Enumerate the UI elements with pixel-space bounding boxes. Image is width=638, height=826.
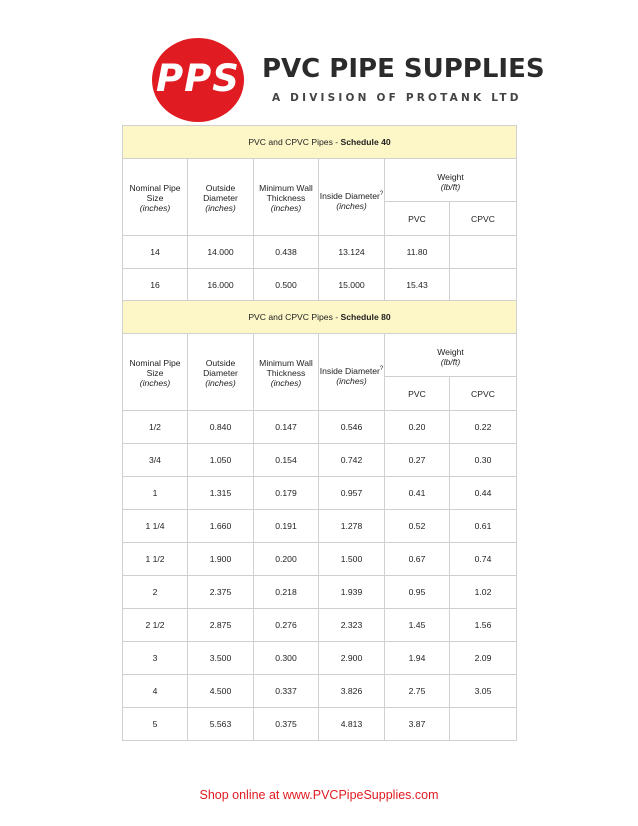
cell-wall-thickness: 0.179 [254, 477, 319, 510]
col-weight-cpvc: CPVC [450, 202, 517, 236]
cell-nominal-size: 16 [123, 269, 188, 302]
brand-subtitle-text: A DIVISION OF PROTANK LTD [272, 92, 522, 104]
col-inside-diameter: Inside Diameter? (inches) [319, 159, 385, 236]
logo-text: PPS [156, 57, 240, 100]
table-row [123, 477, 517, 510]
cell-wall-thickness: 0.500 [254, 269, 319, 302]
cell-weight-pvc: 0.20 [385, 411, 450, 444]
schedule-40-title: PVC and CPVC Pipes - Schedule 40 [123, 126, 517, 159]
col-nominal-size: Nominal Pipe Size (inches) [123, 159, 188, 236]
cell-nominal-size: 1 1/4 [123, 510, 188, 543]
cell-inside-diameter: 3.826 [319, 675, 385, 708]
cell-wall-thickness: 0.218 [254, 576, 319, 609]
cell-weight-cpvc: 0.74 [450, 543, 517, 576]
cell-weight-pvc: 0.27 [385, 444, 450, 477]
cell-nominal-size: 2 1/2 [123, 609, 188, 642]
cell-nominal-size: 14 [123, 236, 188, 269]
cell-wall-thickness: 0.276 [254, 609, 319, 642]
col-nominal-size: Nominal Pipe Size (inches) [123, 334, 188, 411]
cell-nominal-size: 1 [123, 477, 188, 510]
cell-outside-diameter: 4.500 [188, 675, 254, 708]
col-outside-diameter: Outside Diameter (inches) [188, 159, 254, 236]
cell-weight-cpvc: 3.05 [450, 675, 517, 708]
cell-outside-diameter: 14.000 [188, 236, 254, 269]
cell-outside-diameter: 16.000 [188, 269, 254, 302]
cell-nominal-size: 1 1/2 [123, 543, 188, 576]
col-weight-pvc: PVC [385, 202, 450, 236]
cell-weight-cpvc: 0.30 [450, 444, 517, 477]
cell-wall-thickness: 0.200 [254, 543, 319, 576]
page-header [0, 0, 638, 126]
cell-weight-pvc: 15.43 [385, 269, 450, 302]
cell-weight-pvc: 1.94 [385, 642, 450, 675]
cell-wall-thickness: 0.337 [254, 675, 319, 708]
col-weight: Weight (lb/ft) [385, 334, 517, 377]
table-row [123, 269, 517, 302]
cell-inside-diameter: 1.939 [319, 576, 385, 609]
cell-weight-cpvc: 2.09 [450, 642, 517, 675]
cell-outside-diameter: 1.050 [188, 444, 254, 477]
cell-weight-pvc: 0.95 [385, 576, 450, 609]
cell-outside-diameter: 0.840 [188, 411, 254, 444]
cell-weight-pvc: 2.75 [385, 675, 450, 708]
col-weight-cpvc: CPVC [450, 377, 517, 411]
table-row [123, 510, 517, 543]
cell-inside-diameter: 0.742 [319, 444, 385, 477]
cell-weight-cpvc [450, 269, 517, 302]
cell-outside-diameter: 1.315 [188, 477, 254, 510]
cell-outside-diameter: 1.660 [188, 510, 254, 543]
col-weight: Weight (lb/ft) [385, 159, 517, 202]
cell-weight-cpvc: 1.02 [450, 576, 517, 609]
cell-weight-pvc: 0.52 [385, 510, 450, 543]
cell-wall-thickness: 0.191 [254, 510, 319, 543]
shop-online-link[interactable]: Shop online at www.PVCPipeSupplies.com [199, 788, 439, 802]
cell-inside-diameter: 4.813 [319, 708, 385, 741]
cell-outside-diameter: 5.563 [188, 708, 254, 741]
table-row [123, 642, 517, 675]
cell-nominal-size: 4 [123, 675, 188, 708]
pps-logo [152, 38, 244, 122]
cell-nominal-size: 3 [123, 642, 188, 675]
cell-weight-cpvc: 0.61 [450, 510, 517, 543]
table-row [123, 236, 517, 269]
cell-inside-diameter: 13.124 [319, 236, 385, 269]
schedule-80-title: PVC and CPVC Pipes - Schedule 80 [123, 301, 517, 334]
cell-wall-thickness: 0.375 [254, 708, 319, 741]
cell-outside-diameter: 1.900 [188, 543, 254, 576]
col-outside-diameter: Outside Diameter (inches) [188, 334, 254, 411]
cell-nominal-size: 3/4 [123, 444, 188, 477]
table-row [123, 411, 517, 444]
cell-weight-pvc: 0.67 [385, 543, 450, 576]
cell-inside-diameter: 2.323 [319, 609, 385, 642]
cell-weight-cpvc: 0.22 [450, 411, 517, 444]
cell-nominal-size: 2 [123, 576, 188, 609]
cell-weight-pvc: 0.41 [385, 477, 450, 510]
schedule-40-table [122, 125, 517, 302]
brand-title: PVC PIPE SUPPLIES [262, 54, 545, 84]
col-wall-thickness: Minimum Wall Thickness (inches) [254, 159, 319, 236]
cell-weight-cpvc [450, 708, 517, 741]
table-row [123, 609, 517, 642]
schedule-40-label: Schedule 40 [340, 137, 391, 147]
cell-wall-thickness: 0.147 [254, 411, 319, 444]
col-inside-diameter: Inside Diameter? (inches) [319, 334, 385, 411]
cell-outside-diameter: 2.875 [188, 609, 254, 642]
cell-weight-pvc: 1.45 [385, 609, 450, 642]
cell-inside-diameter: 15.000 [319, 269, 385, 302]
table-row [123, 444, 517, 477]
table-row [123, 576, 517, 609]
col-wall-thickness: Minimum Wall Thickness (inches) [254, 334, 319, 411]
cell-nominal-size: 1/2 [123, 411, 188, 444]
cell-weight-pvc: 3.87 [385, 708, 450, 741]
table-row [123, 543, 517, 576]
cell-weight-cpvc: 0.44 [450, 477, 517, 510]
cell-wall-thickness: 0.154 [254, 444, 319, 477]
schedule-80-label: Schedule 80 [340, 312, 391, 322]
cell-nominal-size: 5 [123, 708, 188, 741]
cell-inside-diameter: 1.500 [319, 543, 385, 576]
table-row [123, 675, 517, 708]
cell-inside-diameter: 0.546 [319, 411, 385, 444]
cell-inside-diameter: 0.957 [319, 477, 385, 510]
table-row [123, 708, 517, 741]
cell-outside-diameter: 2.375 [188, 576, 254, 609]
cell-wall-thickness: 0.438 [254, 236, 319, 269]
cell-weight-cpvc: 1.56 [450, 609, 517, 642]
brand-subtitle [262, 92, 522, 104]
cell-weight-pvc: 11.80 [385, 236, 450, 269]
cell-outside-diameter: 3.500 [188, 642, 254, 675]
cell-weight-cpvc [450, 236, 517, 269]
schedule-80-table [122, 300, 517, 741]
cell-inside-diameter: 1.278 [319, 510, 385, 543]
cell-inside-diameter: 2.900 [319, 642, 385, 675]
col-weight-pvc: PVC [385, 377, 450, 411]
cell-wall-thickness: 0.300 [254, 642, 319, 675]
